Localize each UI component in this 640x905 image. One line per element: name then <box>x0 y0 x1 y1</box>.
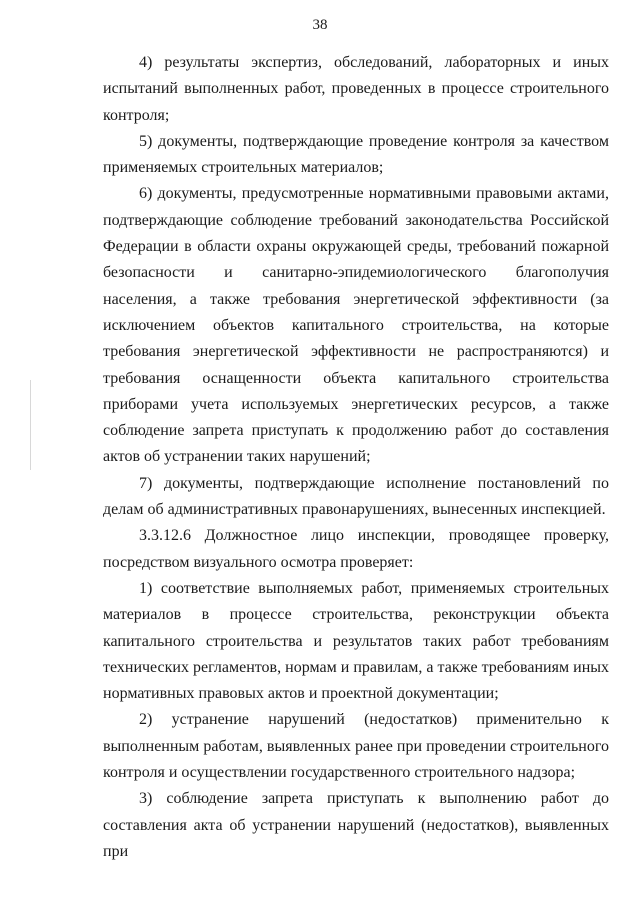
paragraph-check-2: 2) устранение нарушений (недостатков) применительно к выполненным работам, выявленных ранее при проведении строительного контроля и осуществлении государственного строительного надзора; <box>103 711 609 782</box>
scan-margin-mark <box>30 380 31 470</box>
paragraph-item-4: 4) результаты экспертиз, обследований, лабораторных и иных испытаний выполненных работ, проведенных в процессе строительного контроля; <box>103 54 609 124</box>
paragraph-item-6: 6) документы, предусмотренные нормативными правовыми актами, подтверждающие соблюдение требований законодательства Российской Федерации в области охраны окружающей среды, требований пожарной безопасности и санитарно-эпидемиологического благополучия населения, а также требования энергетической эффективности (за исключением объектов капитального строительства, на которые требования энергетической эффективности не распространяются) и требования оснащенности объекта капитального строительства приборами учета используемых энергетических ресурсов, а также соблюдение запрета приступать к продолжению работ до составления актов об устранении таких нарушений; <box>103 185 609 466</box>
paragraph-section-3-3-12-6: 3.3.12.6 Должностное лицо инспекции, проводящее проверку, посредством визуального осмотра проверяет: <box>103 527 609 571</box>
page-number: 38 <box>312 17 328 33</box>
paragraph-item-7: 7) документы, подтверждающие исполнение постановлений по делам об административных правонарушениях, вынесенных инспекцией. <box>103 474 609 519</box>
paragraph-item-5: 5) документы, подтверждающие проведение контроля за качеством применяемых строительных материалов; <box>103 132 609 177</box>
paragraph-check-1: 1) соответствие выполняемых работ, применяемых строительных материалов в процессе строительства, реконструкции объекта капитального строительства и результатов таких работ требованиям технических регламентов, нормам и правилам, а также требованиям иных нормативных правовых актов и проектной документации; <box>103 579 609 703</box>
document-body <box>103 50 609 865</box>
paragraph-check-3: 3) соблюдение запрета приступать к выполнению работ до составления акта об устранении нарушений (недостатков), выявленных при <box>103 790 609 860</box>
